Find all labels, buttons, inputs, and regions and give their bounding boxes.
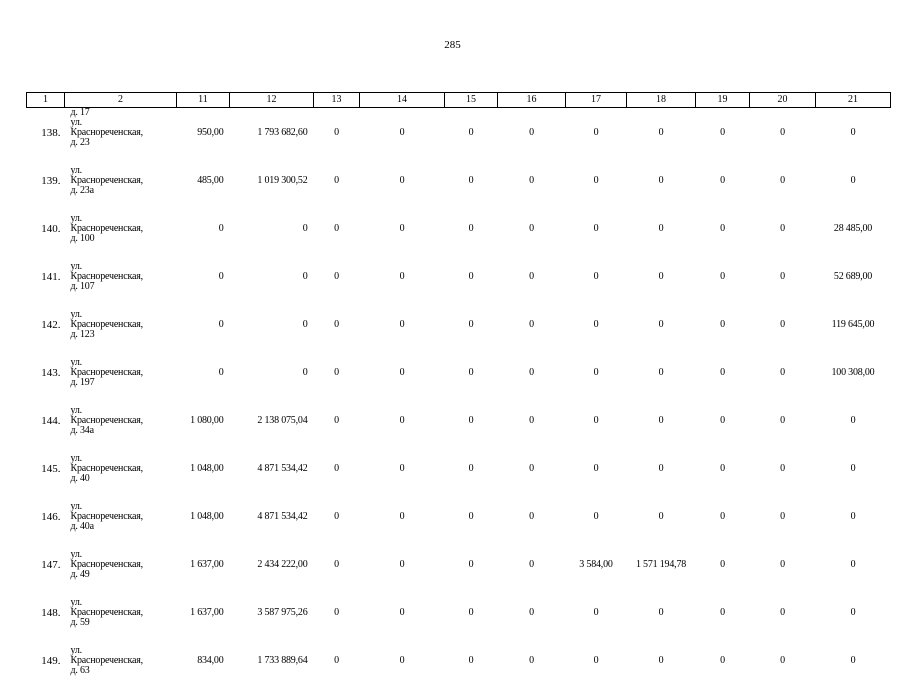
value-col-21: 0 <box>816 454 891 502</box>
value-col-19: 0 <box>696 262 750 310</box>
address-line: Краснореченская, <box>71 176 177 186</box>
value-col-20: 0 <box>750 646 816 694</box>
value-col-14: 0 <box>360 166 445 214</box>
value-col-15: 0 <box>445 262 498 310</box>
value-col-11: 485,00 <box>177 166 230 214</box>
value-col-11: 0 <box>177 214 230 262</box>
address-cell <box>65 262 177 310</box>
value-col-13: 0 <box>314 214 360 262</box>
value-col-21: 0 <box>816 118 891 166</box>
data-table <box>26 92 891 694</box>
column-header-14: 14 <box>360 93 445 108</box>
address-line: ул. <box>71 454 177 464</box>
address-line: Краснореченская, <box>71 272 177 282</box>
value-col-15: 0 <box>445 358 498 406</box>
address-cell <box>65 118 177 166</box>
column-header-16: 16 <box>498 93 566 108</box>
row-number: 145. <box>27 454 65 502</box>
value-col-15: 0 <box>445 646 498 694</box>
value-col-16: 0 <box>498 646 566 694</box>
address-cell <box>65 454 177 502</box>
value-col-12: 0 <box>230 262 314 310</box>
row-number: 140. <box>27 214 65 262</box>
address-cell <box>65 166 177 214</box>
value-col-19: 0 <box>696 310 750 358</box>
address-line: д. 63 <box>71 666 177 676</box>
address-line: Краснореченская, <box>71 416 177 426</box>
address-line: ул. <box>71 550 177 560</box>
value-col-13: 0 <box>314 118 360 166</box>
value-col-12: 1 019 300,52 <box>230 166 314 214</box>
value-col-12: 1 793 682,60 <box>230 118 314 166</box>
address-line: Краснореченская, <box>71 512 177 522</box>
table-row <box>27 310 891 358</box>
value-col-12: 4 871 534,42 <box>230 454 314 502</box>
column-header-1: 1 <box>27 93 65 108</box>
value-col-14: 0 <box>360 214 445 262</box>
value-col-13: 0 <box>314 262 360 310</box>
value-col-15: 0 <box>445 502 498 550</box>
value-col-21: 0 <box>816 550 891 598</box>
value-col-14: 0 <box>360 118 445 166</box>
address-line: д. 40 <box>71 474 177 484</box>
value-col-18: 0 <box>627 166 696 214</box>
value-col-17: 0 <box>566 406 627 454</box>
value-col-19: 0 <box>696 646 750 694</box>
continuation-address: д. 17 <box>65 108 177 119</box>
column-header-18: 18 <box>627 93 696 108</box>
value-col-21: 0 <box>816 502 891 550</box>
address-line: Краснореченская, <box>71 464 177 474</box>
value-col-16: 0 <box>498 310 566 358</box>
table-row <box>27 358 891 406</box>
value-col-11: 1 048,00 <box>177 502 230 550</box>
column-header-21: 21 <box>816 93 891 108</box>
row-number: 142. <box>27 310 65 358</box>
value-col-18: 1 571 194,78 <box>627 550 696 598</box>
page-number: 285 <box>0 39 905 51</box>
value-col-16: 0 <box>498 358 566 406</box>
value-col-14: 0 <box>360 598 445 646</box>
value-col-21: 119 645,00 <box>816 310 891 358</box>
value-col-20: 0 <box>750 262 816 310</box>
value-col-15: 0 <box>445 406 498 454</box>
column-header-11: 11 <box>177 93 230 108</box>
value-col-13: 0 <box>314 454 360 502</box>
value-col-13: 0 <box>314 598 360 646</box>
row-number: 147. <box>27 550 65 598</box>
value-col-16: 0 <box>498 598 566 646</box>
value-col-18: 0 <box>627 454 696 502</box>
address-line: Краснореченская, <box>71 656 177 666</box>
value-col-17: 0 <box>566 118 627 166</box>
value-col-14: 0 <box>360 502 445 550</box>
value-col-14: 0 <box>360 454 445 502</box>
value-col-11: 0 <box>177 310 230 358</box>
value-col-15: 0 <box>445 118 498 166</box>
value-col-19: 0 <box>696 598 750 646</box>
table-row-continuation <box>27 108 891 119</box>
value-col-16: 0 <box>498 214 566 262</box>
value-col-13: 0 <box>314 166 360 214</box>
table-row <box>27 550 891 598</box>
value-col-18: 0 <box>627 214 696 262</box>
value-col-17: 0 <box>566 502 627 550</box>
value-col-12: 2 434 222,00 <box>230 550 314 598</box>
value-col-17: 0 <box>566 598 627 646</box>
value-col-17: 0 <box>566 358 627 406</box>
column-header-19: 19 <box>696 93 750 108</box>
table-row <box>27 406 891 454</box>
address-cell <box>65 406 177 454</box>
value-col-19: 0 <box>696 214 750 262</box>
value-col-20: 0 <box>750 502 816 550</box>
address-cell <box>65 214 177 262</box>
value-col-11: 0 <box>177 358 230 406</box>
address-cell <box>65 358 177 406</box>
value-col-13: 0 <box>314 646 360 694</box>
value-col-17: 0 <box>566 310 627 358</box>
table-row <box>27 214 891 262</box>
value-col-20: 0 <box>750 118 816 166</box>
value-col-16: 0 <box>498 406 566 454</box>
value-col-17: 0 <box>566 214 627 262</box>
address-line: д. 49 <box>71 570 177 580</box>
value-col-14: 0 <box>360 262 445 310</box>
value-col-19: 0 <box>696 118 750 166</box>
address-line: д. 107 <box>71 282 177 292</box>
address-line: д. 59 <box>71 618 177 628</box>
value-col-21: 0 <box>816 646 891 694</box>
value-col-12: 0 <box>230 358 314 406</box>
row-number: 144. <box>27 406 65 454</box>
address-line: д. 123 <box>71 330 177 340</box>
value-col-15: 0 <box>445 598 498 646</box>
value-col-13: 0 <box>314 358 360 406</box>
address-line: д. 100 <box>71 234 177 244</box>
value-col-12: 2 138 075,04 <box>230 406 314 454</box>
table-row <box>27 502 891 550</box>
address-line: ул. <box>71 166 177 176</box>
address-cell <box>65 550 177 598</box>
address-line: ул. <box>71 406 177 416</box>
row-number: 139. <box>27 166 65 214</box>
value-col-14: 0 <box>360 646 445 694</box>
value-col-17: 0 <box>566 166 627 214</box>
value-col-17: 0 <box>566 454 627 502</box>
value-col-19: 0 <box>696 550 750 598</box>
value-col-16: 0 <box>498 118 566 166</box>
value-col-18: 0 <box>627 598 696 646</box>
address-line: Краснореченская, <box>71 128 177 138</box>
address-line: Краснореченская, <box>71 608 177 618</box>
address-line: Краснореченская, <box>71 320 177 330</box>
value-col-21: 52 689,00 <box>816 262 891 310</box>
value-col-15: 0 <box>445 214 498 262</box>
value-col-13: 0 <box>314 550 360 598</box>
value-col-18: 0 <box>627 502 696 550</box>
value-col-15: 0 <box>445 550 498 598</box>
address-line: д. 34а <box>71 426 177 436</box>
value-col-11: 1 048,00 <box>177 454 230 502</box>
value-col-11: 950,00 <box>177 118 230 166</box>
value-col-11: 0 <box>177 262 230 310</box>
value-col-19: 0 <box>696 166 750 214</box>
value-col-20: 0 <box>750 550 816 598</box>
value-col-13: 0 <box>314 310 360 358</box>
value-col-21: 0 <box>816 406 891 454</box>
value-col-18: 0 <box>627 646 696 694</box>
value-col-18: 0 <box>627 310 696 358</box>
table-row <box>27 262 891 310</box>
table-row <box>27 166 891 214</box>
table-header-row <box>27 93 891 108</box>
value-col-16: 0 <box>498 502 566 550</box>
value-col-21: 0 <box>816 598 891 646</box>
value-col-18: 0 <box>627 118 696 166</box>
address-line: ул. <box>71 502 177 512</box>
column-header-15: 15 <box>445 93 498 108</box>
value-col-15: 0 <box>445 454 498 502</box>
value-col-15: 0 <box>445 166 498 214</box>
value-col-20: 0 <box>750 406 816 454</box>
value-col-12: 3 587 975,26 <box>230 598 314 646</box>
table-body <box>27 108 891 694</box>
address-line: ул. <box>71 646 177 656</box>
value-col-19: 0 <box>696 358 750 406</box>
value-col-18: 0 <box>627 358 696 406</box>
value-col-11: 1 080,00 <box>177 406 230 454</box>
value-col-21: 0 <box>816 166 891 214</box>
value-col-12: 0 <box>230 310 314 358</box>
address-cell <box>65 646 177 694</box>
value-col-11: 834,00 <box>177 646 230 694</box>
address-line: д. 40а <box>71 522 177 532</box>
column-header-12: 12 <box>230 93 314 108</box>
value-col-12: 1 733 889,64 <box>230 646 314 694</box>
value-col-12: 4 871 534,42 <box>230 502 314 550</box>
address-line: ул. <box>71 598 177 608</box>
value-col-17: 0 <box>566 262 627 310</box>
address-line: д. 23 <box>71 138 177 148</box>
address-line: д. 23а <box>71 186 177 196</box>
value-col-16: 0 <box>498 550 566 598</box>
value-col-11: 1 637,00 <box>177 598 230 646</box>
value-col-16: 0 <box>498 166 566 214</box>
table-row <box>27 454 891 502</box>
row-number: 143. <box>27 358 65 406</box>
value-col-20: 0 <box>750 358 816 406</box>
value-col-18: 0 <box>627 406 696 454</box>
value-col-17: 3 584,00 <box>566 550 627 598</box>
value-col-13: 0 <box>314 406 360 454</box>
column-header-13: 13 <box>314 93 360 108</box>
value-col-14: 0 <box>360 310 445 358</box>
address-line: ул. <box>71 118 177 128</box>
table-row <box>27 646 891 694</box>
address-line: Краснореченская, <box>71 224 177 234</box>
address-line: д. 197 <box>71 378 177 388</box>
value-col-14: 0 <box>360 358 445 406</box>
value-col-19: 0 <box>696 454 750 502</box>
value-col-15: 0 <box>445 310 498 358</box>
value-col-17: 0 <box>566 646 627 694</box>
value-col-16: 0 <box>498 262 566 310</box>
table-row <box>27 598 891 646</box>
value-col-20: 0 <box>750 454 816 502</box>
column-header-2: 2 <box>65 93 177 108</box>
value-col-19: 0 <box>696 406 750 454</box>
column-header-17: 17 <box>566 93 627 108</box>
value-col-18: 0 <box>627 262 696 310</box>
address-line: ул. <box>71 214 177 224</box>
value-col-21: 28 485,00 <box>816 214 891 262</box>
address-cell <box>65 310 177 358</box>
value-col-20: 0 <box>750 598 816 646</box>
value-col-20: 0 <box>750 310 816 358</box>
value-col-21: 100 308,00 <box>816 358 891 406</box>
value-col-16: 0 <box>498 454 566 502</box>
value-col-12: 0 <box>230 214 314 262</box>
value-col-20: 0 <box>750 214 816 262</box>
row-number: 149. <box>27 646 65 694</box>
value-col-13: 0 <box>314 502 360 550</box>
address-line: Краснореченская, <box>71 560 177 570</box>
column-header-20: 20 <box>750 93 816 108</box>
row-number: 146. <box>27 502 65 550</box>
row-number: 141. <box>27 262 65 310</box>
address-line: ул. <box>71 358 177 368</box>
address-cell <box>65 502 177 550</box>
address-line: ул. <box>71 262 177 272</box>
address-line: ул. <box>71 310 177 320</box>
row-number: 138. <box>27 118 65 166</box>
value-col-14: 0 <box>360 406 445 454</box>
table-row <box>27 118 891 166</box>
address-cell <box>65 598 177 646</box>
value-col-19: 0 <box>696 502 750 550</box>
value-col-20: 0 <box>750 166 816 214</box>
address-line: Краснореченская, <box>71 368 177 378</box>
value-col-11: 1 637,00 <box>177 550 230 598</box>
row-number: 148. <box>27 598 65 646</box>
value-col-14: 0 <box>360 550 445 598</box>
